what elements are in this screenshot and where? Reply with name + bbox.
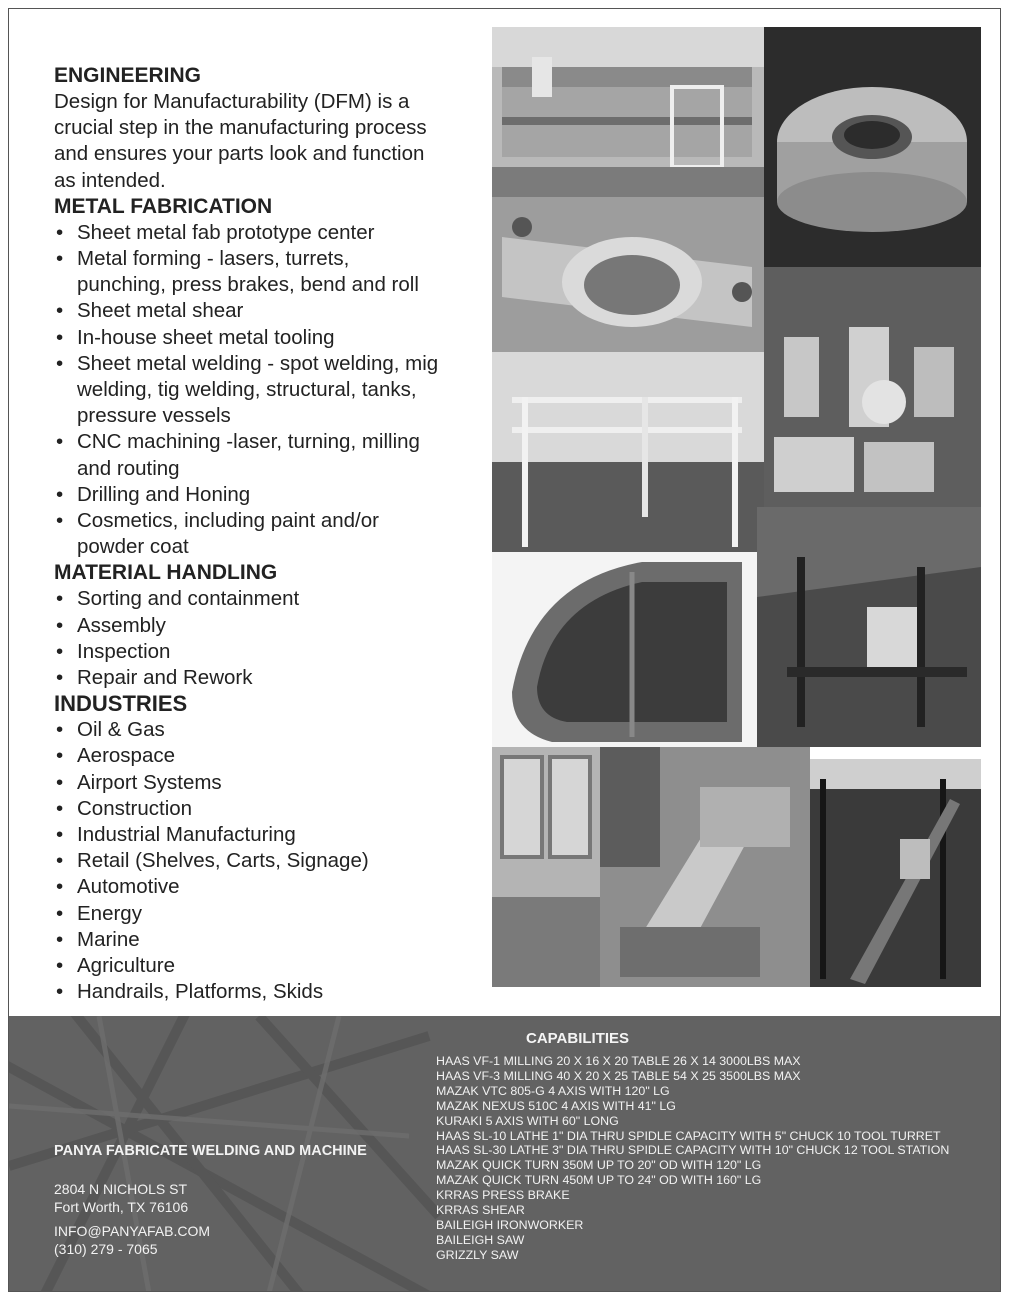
- item-text: welding, tig welding, structural, tanks,: [77, 378, 417, 402]
- capability-item: HAAS VF-1 MILLING 20 X 16 X 20 TABLE 26 X 14 3000LBS MAX: [436, 1054, 801, 1068]
- capability-item: BAILEIGH SAW: [436, 1232, 525, 1247]
- material-handling-list: [54, 586, 494, 691]
- list-item: • Repair and Rework: [54, 665, 494, 691]
- photo-machined-flange: [764, 27, 981, 267]
- list-item: • Handrails, Platforms, Skids: [54, 979, 494, 1005]
- engineering-line: as intended.: [54, 168, 166, 192]
- address-street: 2804 N NICHOLS ST: [54, 1181, 188, 1197]
- list-item: [54, 325, 494, 351]
- capability-item: HAAS VF-3 MILLING 40 X 20 X 25 TABLE 54 X 25 3500LBS MAX: [436, 1068, 801, 1083]
- item-text: In-house sheet metal tooling: [77, 325, 335, 349]
- photo-steel-frame-skid: [492, 27, 764, 197]
- item-text: Sheet metal fab prototype center: [77, 220, 375, 244]
- list-item: [54, 508, 494, 560]
- engineering-line: and ensures your parts look and function: [54, 142, 425, 166]
- footer: [9, 1016, 1001, 1292]
- capability-item: MAZAK QUICK TURN 450M UP TO 24" OD WITH 160" LG: [436, 1173, 762, 1188]
- list-item: [54, 351, 494, 430]
- material-handling-heading: MATERIAL HANDLING: [54, 561, 278, 585]
- engineering-description: [54, 89, 494, 194]
- item-text: Sheet metal shear: [77, 299, 244, 323]
- metal-fabrication-list: [54, 220, 494, 561]
- address-city: Fort Worth, TX 76106: [54, 1199, 189, 1215]
- item-text: pressure vessels: [77, 404, 231, 428]
- photo-machined-clamp: [492, 197, 764, 352]
- list-item: [54, 220, 494, 246]
- item-text: CNC machining -laser, turning, milling: [77, 430, 420, 454]
- photo-ornamental-door: [492, 552, 757, 747]
- capability-item: MAZAK QUICK TURN 350M UP TO 20" OD WITH 120" LG: [436, 1158, 762, 1173]
- capability-item: KURAKI 5 AXIS WITH 60" LONG: [436, 1113, 619, 1128]
- list-item: [54, 298, 494, 324]
- contact: [54, 1222, 210, 1258]
- photo-machine-assembly: [600, 747, 810, 987]
- list-item: [54, 482, 494, 508]
- engineering-line: Design for Manufacturability (DFM) is a: [54, 90, 410, 113]
- item-text: powder coat: [77, 535, 189, 559]
- item-text: Sheet metal welding - spot welding, mig: [77, 351, 439, 375]
- list-item: • Inspection: [54, 639, 494, 665]
- phone-number: (310) 279 - 7065: [54, 1241, 158, 1257]
- list-item: • Agriculture: [54, 953, 494, 979]
- capability-item: GRIZZLY SAW: [436, 1247, 519, 1262]
- list-item: • Oil & Gas: [54, 717, 494, 743]
- list-item: • Aerospace: [54, 743, 494, 769]
- list-item: [54, 429, 494, 481]
- capability-item: HAAS SL-30 LATHE 3" DIA THRU SPIDLE CAPACITY WITH 10" CHUCK 12 TOOL STATION: [436, 1143, 950, 1158]
- photo-platform-railing: [492, 352, 764, 552]
- photo-stairway-construction: [810, 759, 981, 987]
- capability-item: BAILEIGH IRONWORKER: [436, 1217, 584, 1232]
- metal-fabrication-heading: METAL FABRICATION: [54, 194, 273, 218]
- capability-item: MAZAK VTC 805-G 4 AXIS WITH 120" LG: [436, 1083, 670, 1098]
- services-column: [54, 63, 494, 1006]
- capabilities-list: [436, 1054, 949, 1263]
- list-item: [54, 246, 494, 298]
- item-text: Cosmetics, including paint and/or: [77, 509, 379, 533]
- capability-item: HAAS SL-10 LATHE 1" DIA THRU SPIDLE CAPACITY WITH 5" CHUCK 10 TOOL TURRET: [436, 1128, 941, 1143]
- item-text: Metal forming - lasers, turrets,: [77, 247, 350, 271]
- capabilities-title: CAPABILITIES: [526, 1030, 630, 1047]
- list-item: • Automotive: [54, 874, 494, 900]
- capability-item: MAZAK NEXUS 510C 4 AXIS WITH 41" LG: [436, 1098, 676, 1113]
- list-item: • Retail (Shelves, Carts, Signage): [54, 848, 494, 874]
- industries-list: [54, 717, 494, 1005]
- list-item: • Construction: [54, 796, 494, 822]
- list-item: • Sorting and containment: [54, 586, 494, 612]
- email-link[interactable]: INFO@PANYAFAB.COM: [54, 1223, 211, 1239]
- photo-shop-interior: [757, 507, 981, 747]
- item-text: and routing: [77, 456, 180, 480]
- capability-item: KRRAS PRESS BRAKE: [436, 1188, 570, 1203]
- list-item: • Assembly: [54, 613, 494, 639]
- list-item: • Energy: [54, 901, 494, 927]
- list-item: • Industrial Manufacturing: [54, 822, 494, 848]
- industries-heading: INDUSTRIES: [54, 691, 188, 717]
- page: [8, 8, 1001, 1292]
- company-name: PANYA FABRICATE WELDING AND MACHINE: [54, 1143, 367, 1159]
- engineering-heading: ENGINEERING: [54, 64, 202, 87]
- list-item: • Airport Systems: [54, 770, 494, 796]
- item-text: Drilling and Honing: [77, 482, 251, 506]
- address: [54, 1180, 188, 1216]
- list-item: • Marine: [54, 927, 494, 953]
- photo-pipe-fittings: [764, 267, 981, 507]
- engineering-line: crucial step in the manufacturing process: [54, 116, 427, 140]
- photo-window-frames: [492, 747, 600, 987]
- item-text: punching, press brakes, bend and roll: [77, 273, 419, 297]
- capability-item: KRRAS SHEAR: [436, 1203, 525, 1218]
